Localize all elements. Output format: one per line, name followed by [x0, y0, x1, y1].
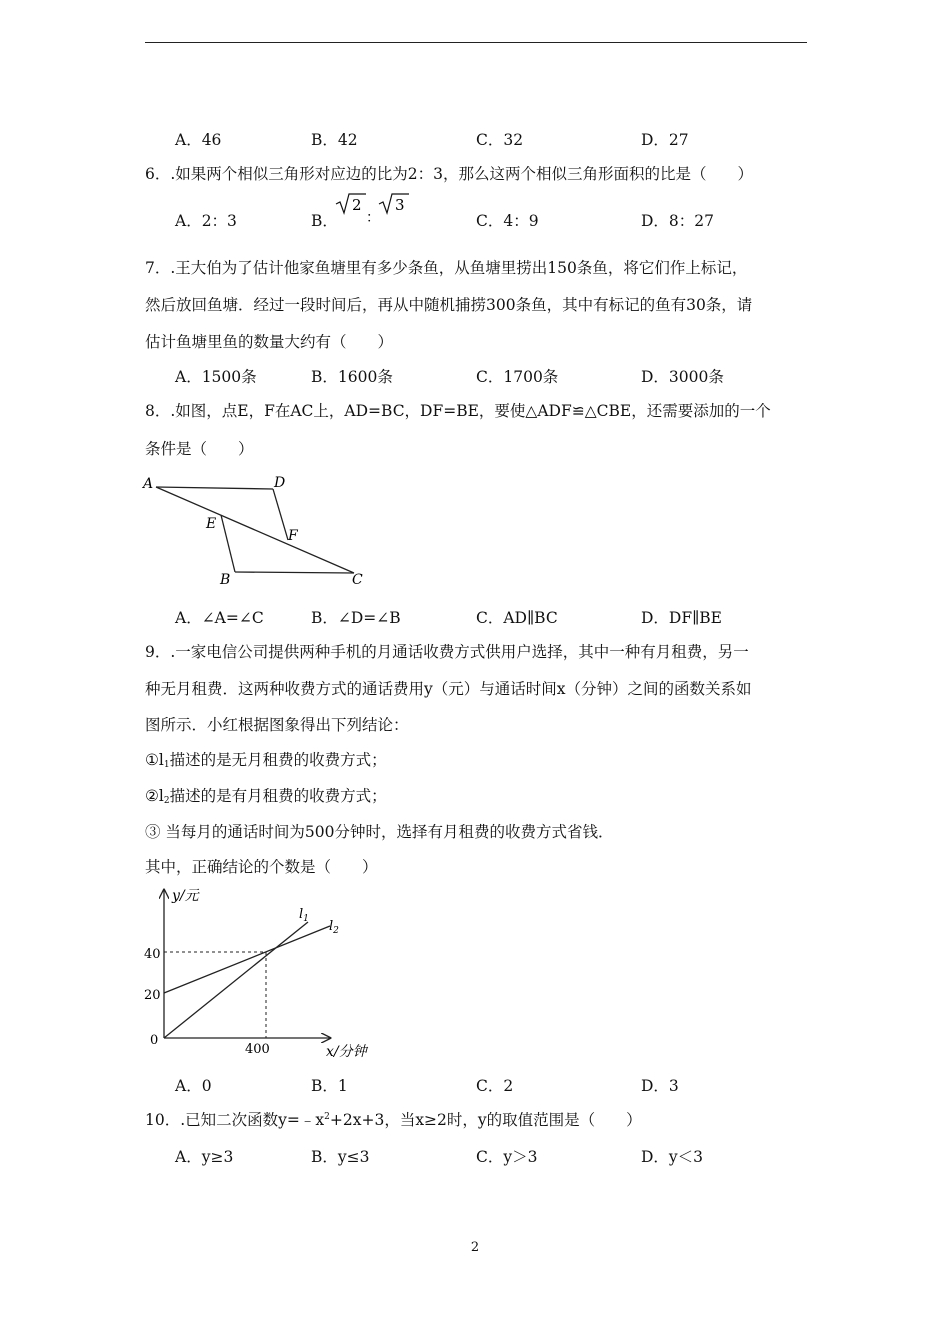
line-l1-label — [299, 907, 309, 924]
q7-line-3: 估计鱼塘里鱼的数量大约有（ ） — [145, 333, 394, 351]
q6-option-b: B． — [311, 212, 338, 230]
q6-option-a: A．2：3 — [175, 212, 237, 230]
point-e-label: E — [206, 516, 217, 532]
point-f-label: F — [288, 528, 298, 544]
conclusion-1-text: 描述的是无月租费的收费方式； — [169, 751, 387, 769]
l1-subscript: 1 — [303, 914, 309, 924]
q10-options — [0, 1145, 950, 1167]
q5-option-d: D．27 — [641, 131, 689, 149]
l1-name: l — [299, 907, 304, 922]
conclusion-1-prefix: ①l — [145, 751, 164, 769]
q9-line-3: 图所示．小红根据图象得出下列结论： — [145, 716, 409, 734]
l2-name: l — [329, 919, 334, 934]
point-c-label: C — [352, 572, 363, 588]
q10-stem-b: +2x+3，当x≥2时，y的取值范围是（ ） — [329, 1111, 642, 1129]
q9-conclusion-1 — [145, 748, 387, 770]
q6-stem: 6．.如果两个相似三角形对应边的比为2：3，那么这两个相似三角形面积的比是（ ） — [145, 165, 754, 183]
q7-options — [0, 365, 950, 387]
conclusion-2-subscript: 2 — [163, 796, 170, 806]
q9-option-b: B．1 — [311, 1077, 348, 1095]
q8-option-c: C．AD∥BC — [476, 609, 558, 627]
line-l2 — [164, 926, 330, 993]
x-axis-label: x/分钟 — [326, 1044, 367, 1060]
q6-option-b-radicals — [333, 192, 413, 222]
line-l1 — [164, 922, 308, 1038]
q7-line-1: 7．.王大伯为了估计他家鱼塘里有多少条鱼，从鱼塘里捞出150条鱼，将它们作上标记， — [145, 259, 748, 277]
q9-graph — [140, 882, 390, 1062]
point-b-label: B — [220, 572, 231, 588]
q8-line-2: 条件是（ ） — [145, 440, 254, 458]
segment-bc — [235, 572, 354, 573]
q9-conclusion-2 — [145, 784, 387, 806]
point-a-label: A — [143, 476, 154, 492]
page-number: 2 — [470, 1240, 480, 1255]
q10-stem-a: 10．.已知二次函数y=﹣x — [145, 1111, 325, 1129]
y-tick-0: 0 — [150, 1033, 159, 1048]
q9-option-a: A．0 — [175, 1077, 212, 1095]
segment-df — [273, 489, 288, 540]
header-rule — [145, 42, 807, 43]
segment-ac — [156, 487, 354, 573]
q7-option-c: C．1700条 — [476, 368, 559, 386]
q8-line-1: 8．.如图，点E，F在AC上，AD=BC，DF=BE，要使△ADF≌△CBE，还需要添加的一个 — [145, 402, 771, 420]
q10-option-d: D．y＜3 — [641, 1148, 704, 1166]
segment-eb — [221, 515, 235, 572]
q9-option-c: C．2 — [476, 1077, 514, 1095]
ratio-sign: ： — [366, 210, 380, 222]
q6-option-c: C．4：9 — [476, 212, 539, 230]
q8-option-a: A．∠A=∠C — [175, 609, 264, 627]
q9-conclusion-3: ③ 当每月的通话时间为500分钟时，选择有月租费的收费方式省钱． — [145, 823, 614, 841]
q7-line-2: 然后放回鱼塘．经过一段时间后，再从中随机捕捞300条鱼，其中有标记的鱼有30条，请 — [145, 296, 753, 314]
y-tick-20: 20 — [144, 988, 161, 1003]
q7-option-b: B．1600条 — [311, 368, 393, 386]
q5-option-b: B．42 — [311, 131, 358, 149]
l2-subscript: 2 — [333, 926, 339, 936]
q9-question: 其中，正确结论的个数是（ ） — [145, 858, 378, 876]
q9-option-d: D．3 — [641, 1077, 679, 1095]
y-axis-label: y/元 — [172, 888, 199, 904]
q5-option-a: A．46 — [175, 131, 222, 149]
radicand-1: 2 — [352, 196, 362, 214]
q7-option-d: D．3000条 — [641, 368, 724, 386]
q6-option-d: D．8：27 — [641, 212, 715, 230]
y-tick-40: 40 — [144, 947, 161, 962]
q10-option-b: B．y≤3 — [311, 1148, 370, 1166]
q10-superscript: 2 — [324, 1112, 330, 1122]
conclusion-2-prefix: ②l — [145, 787, 164, 805]
radicand-2: 3 — [395, 196, 405, 214]
q6-options — [0, 209, 950, 231]
conclusion-2-text: 描述的是有月租费的收费方式； — [169, 787, 387, 805]
q5-options — [0, 128, 950, 150]
q8-options — [0, 606, 950, 628]
conclusion-1-subscript: 1 — [163, 760, 170, 770]
q9-line-2: 种无月租费．这两种收费方式的通话费用y（元）与通话时间x（分钟）之间的函数关系如 — [145, 680, 752, 698]
line-l2-label — [329, 919, 339, 936]
q7-option-a: A．1500条 — [175, 368, 257, 386]
point-d-label: D — [274, 475, 286, 491]
q8-option-d: D．DF∥BE — [641, 609, 722, 627]
q8-option-b: B．∠D=∠B — [311, 609, 401, 627]
segment-ad — [156, 487, 273, 489]
q8-figure — [140, 470, 380, 590]
q9-line-1: 9．.一家电信公司提供两种手机的月通话收费方式供用户选择，其中一种有月租费，另一 — [145, 643, 749, 661]
q10-option-a: A．y≥3 — [175, 1148, 234, 1166]
q5-option-c: C．32 — [476, 131, 524, 149]
q10-stem — [145, 1108, 642, 1130]
q10-option-c: C．y＞3 — [476, 1148, 538, 1166]
x-tick-400: 400 — [245, 1042, 270, 1057]
q9-options — [0, 1074, 950, 1096]
